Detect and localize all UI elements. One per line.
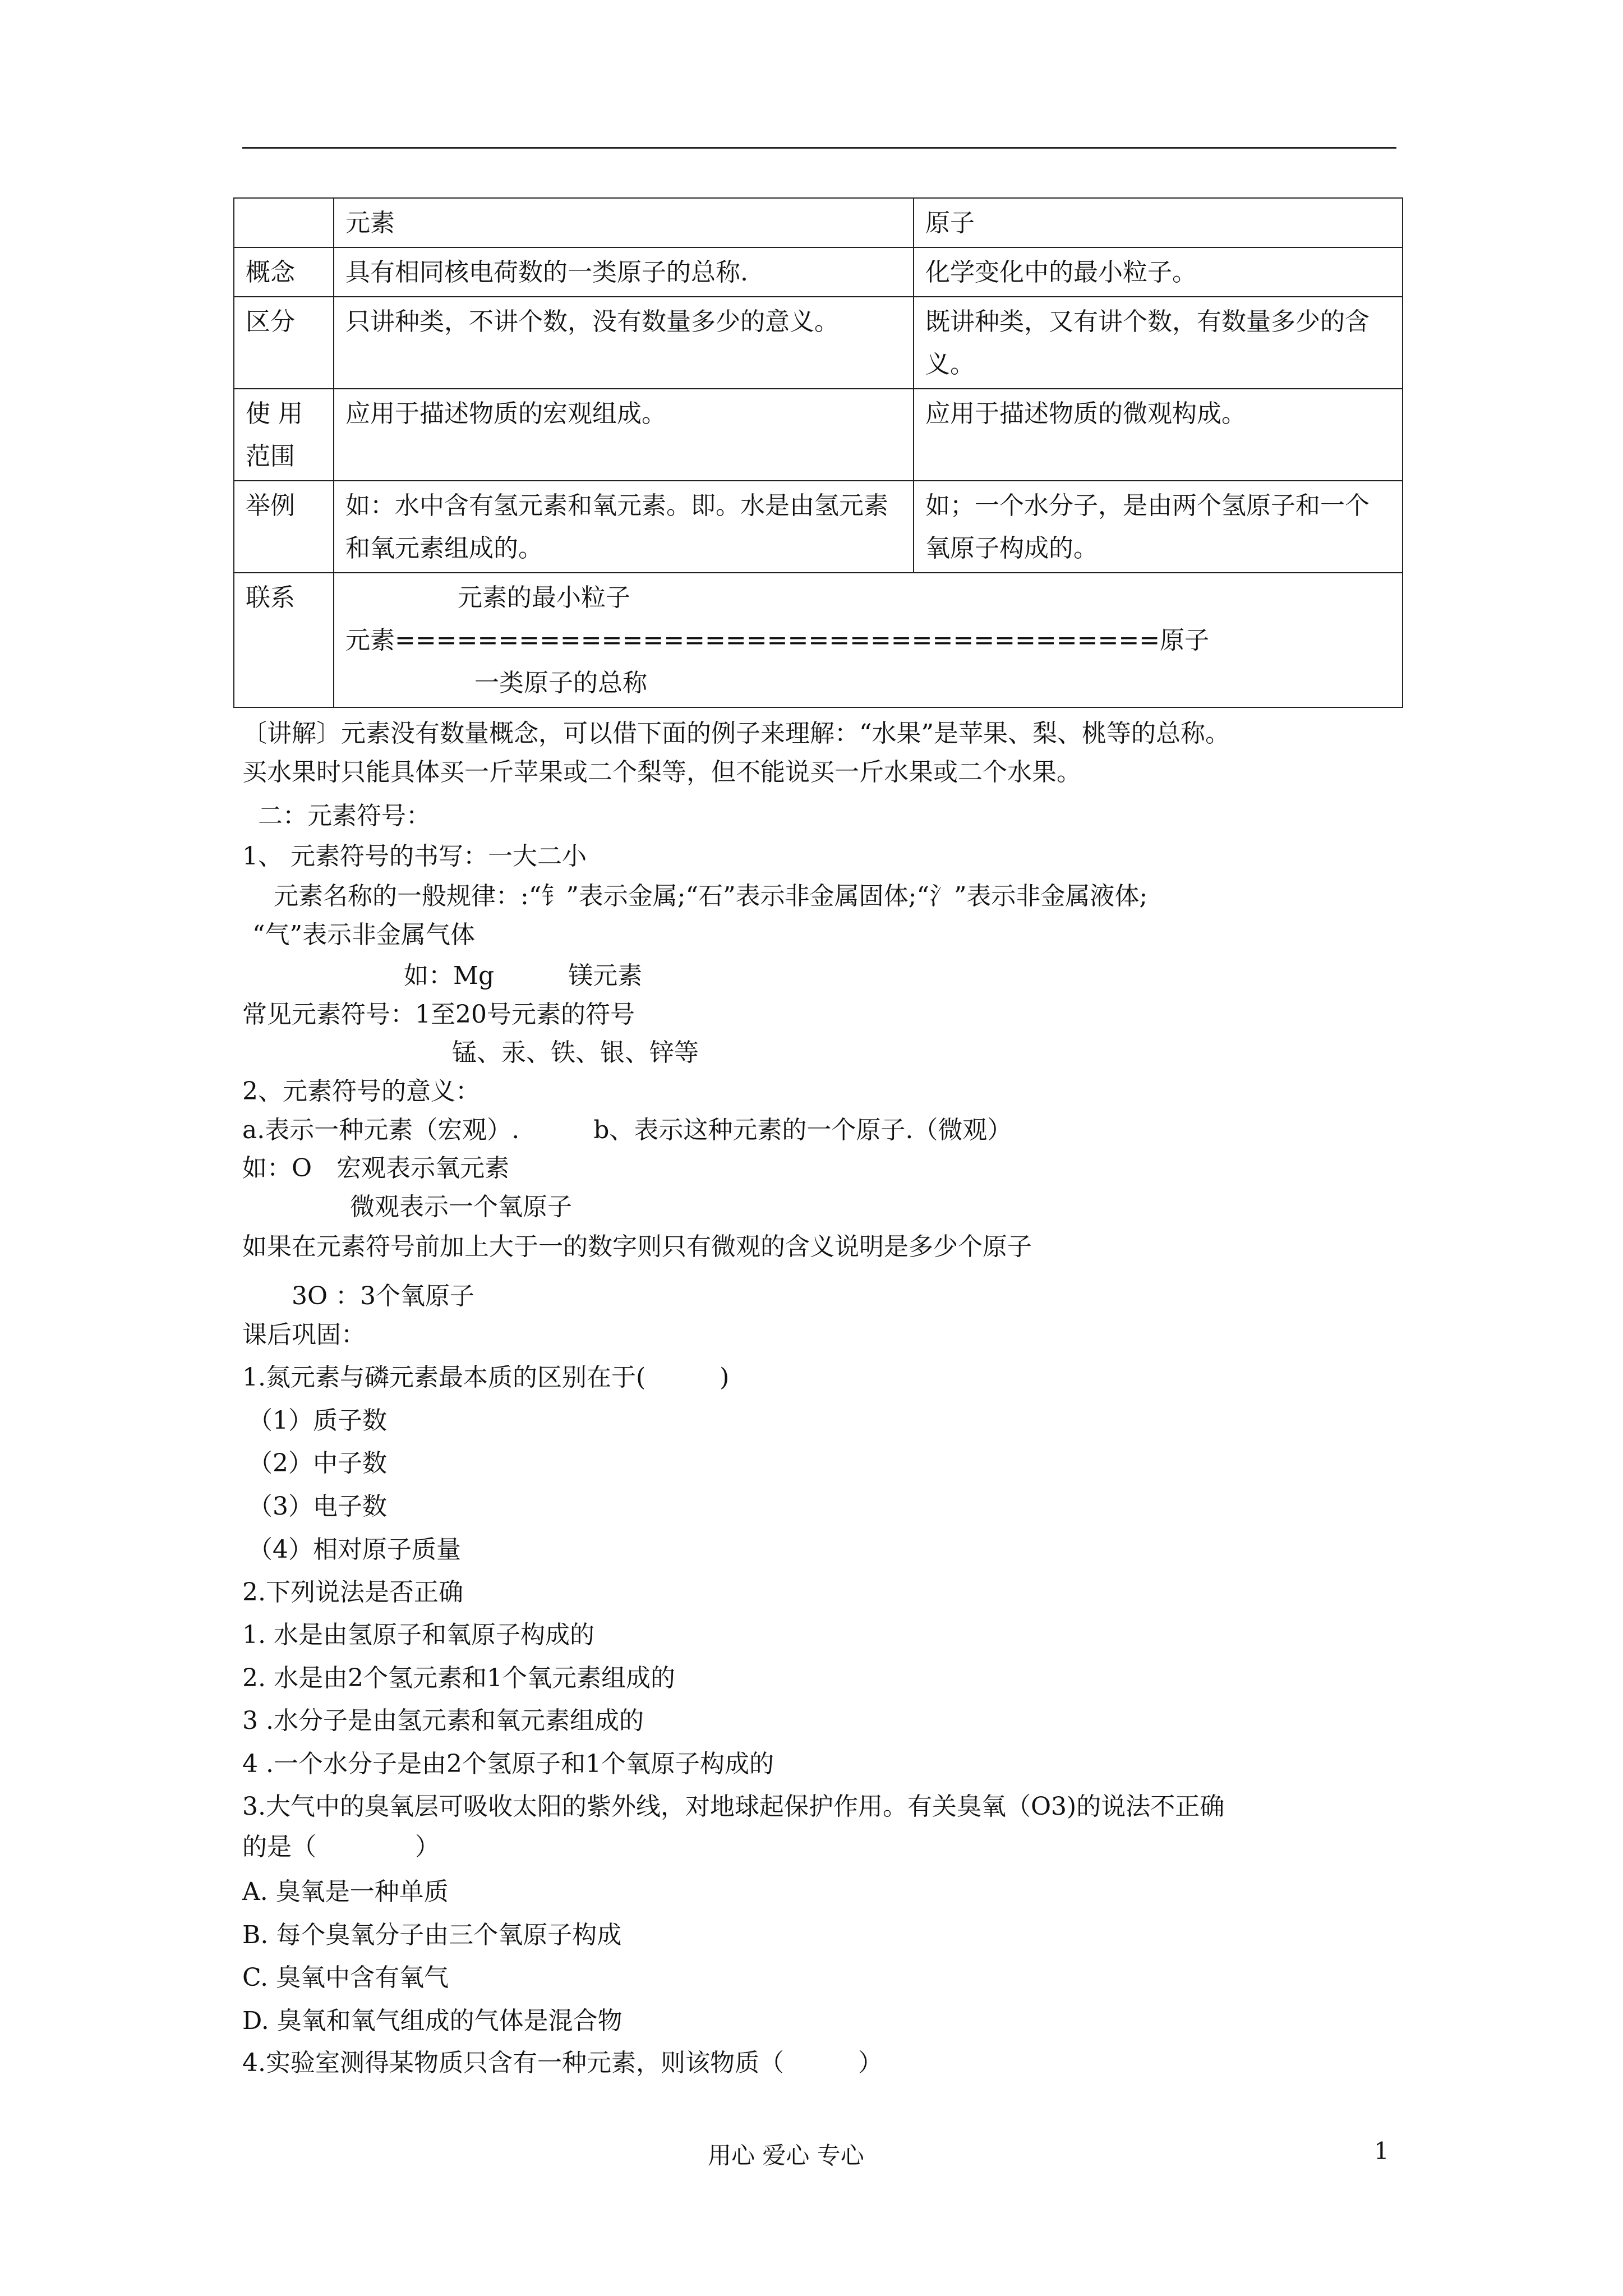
row-label: 联系: [234, 573, 334, 707]
table-row: [234, 297, 1403, 389]
question-3: 3.大气中的臭氧层可吸收太阳的紫外线，对地球起保护作用。有关臭氧（O3)的说法不正确: [242, 1792, 1225, 1821]
table-row: [234, 389, 1403, 481]
atom-cell: 应用于描述物质的微观构成。: [914, 389, 1403, 481]
body-line: 如：O 宏观表示氧元素: [242, 1154, 510, 1182]
body-line: “气”表示非金属气体: [252, 921, 475, 949]
footer-motto: 用心 爱心 专心: [708, 2142, 864, 2169]
option-item: B. 每个臭氧分子由三个氧原子构成: [242, 1921, 622, 1949]
row-label: 概念: [234, 247, 334, 297]
atom-cell: 化学变化中的最小粒子。: [914, 247, 1403, 297]
body-line: 1、 元素符号的书写：一大二小: [242, 842, 587, 871]
body-line: 如：Mg 镁元素: [404, 961, 643, 990]
row-label: 区分: [234, 297, 334, 389]
statement-item: 4 .一个水分子是由2个氢原子和1个氧原子构成的: [242, 1750, 774, 1778]
header-rule: [242, 147, 1396, 149]
option-item: （2）中子数: [248, 1449, 387, 1478]
question-2: 2.下列说法是否正确: [242, 1578, 463, 1607]
option-item: （1）质子数: [248, 1406, 387, 1435]
table-header-row: [234, 198, 1403, 247]
table-row: [234, 247, 1403, 297]
relation-bottom-text: 一类原子的总称: [474, 669, 647, 697]
body-line: 的是（ ）: [242, 1833, 440, 1861]
body-line: 买水果时只能具体买一斤苹果或二个梨等，但不能说买一斤水果或二个水果。: [242, 758, 1081, 786]
body-line: 微观表示一个氧原子: [350, 1193, 572, 1221]
row-label: 使 用范围: [234, 389, 334, 481]
question-4: 4.实验室测得某物质只含有一种元素，则该物质（ ）: [242, 2049, 883, 2077]
body-line: 〔讲解〕元素没有数量概念，可以借下面的例子来理解：“水果”是苹果、梨、桃等的总称。: [242, 719, 1230, 748]
body-line: 锰、汞、铁、银、锌等: [452, 1038, 699, 1067]
relation-row: [234, 573, 1403, 707]
element-cell: 应用于描述物质的宏观组成。: [334, 389, 914, 481]
option-item: D. 臭氧和氧气组成的气体是混合物: [242, 2007, 623, 2035]
body-line: 2、元素符号的意义：: [242, 1077, 480, 1106]
table-header-cell: 元素: [334, 198, 914, 247]
section-heading: 二：元素符号：: [258, 802, 431, 830]
option-item: （4）相对原子质量: [248, 1535, 461, 1564]
relation-cell: [334, 573, 1403, 707]
row-label: 举例: [234, 481, 334, 573]
element-cell: 只讲种类，不讲个数，没有数量多少的意义。: [334, 297, 914, 389]
body-line: 3O ：3个氧原子: [292, 1282, 475, 1310]
relation-top-text: 元素的最小粒子: [458, 583, 630, 612]
relation-middle-text: 元素=====================================原子: [345, 626, 1210, 655]
table-header-cell: 原子: [914, 198, 1403, 247]
body-line: 常见元素符号：1至20号元素的符号: [242, 1000, 635, 1029]
element-cell: 具有相同核电荷数的一类原子的总称.: [334, 247, 914, 297]
comparison-table: [233, 197, 1403, 708]
option-item: C. 臭氧中含有氧气: [242, 1963, 449, 1992]
statement-item: 2. 水是由2个氢元素和1个氧元素组成的: [242, 1664, 675, 1692]
page-number: 1: [1374, 2137, 1389, 2165]
option-item: A. 臭氧是一种单质: [242, 1878, 449, 1906]
body-line: 元素名称的一般规律：:“钅”表示金属;“石”表示非金属固体;“氵”表示非金属液体;: [274, 882, 1148, 910]
table-row: [234, 481, 1403, 573]
body-line: 如果在元素符号前加上大于一的数字则只有微观的含义说明是多少个原子: [242, 1232, 1032, 1261]
table-header-cell: [234, 198, 334, 247]
option-item: （3）电子数: [248, 1492, 387, 1521]
body-line: a.表示一种元素（宏观）. b、表示这种元素的一个原子.（微观）: [242, 1116, 1012, 1144]
body-line: 课后巩固：: [242, 1320, 366, 1349]
atom-cell: 如；一个水分子，是由两个氢原子和一个氧原子构成的。: [914, 481, 1403, 573]
question-1: 1.氮元素与磷元素最本质的区别在于( ): [242, 1363, 730, 1392]
statement-item: 3 .水分子是由氢元素和氧元素组成的: [242, 1706, 644, 1735]
statement-item: 1. 水是由氢原子和氧原子构成的: [242, 1621, 594, 1649]
atom-cell: 既讲种类，又有讲个数，有数量多少的含义。: [914, 297, 1403, 389]
element-cell: 如：水中含有氢元素和氧元素。即。水是由氢元素和氧元素组成的。: [334, 481, 914, 573]
